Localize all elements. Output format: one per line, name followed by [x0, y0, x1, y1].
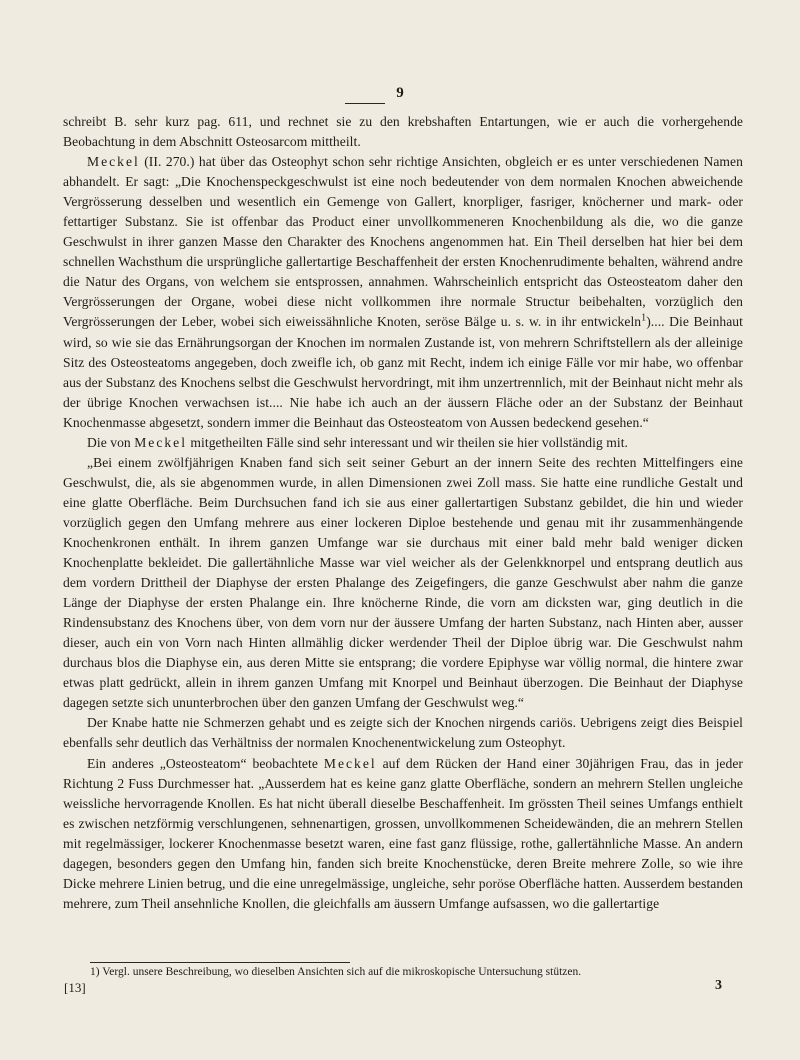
paragraph-1: [63, 112, 743, 152]
footnote: 1) Vergl. unsere Beschreibung, wo dieselben Ansichten sich auf die mikroskopische Untersuchung stützen.: [90, 966, 582, 978]
paragraph-3-tail: mitgetheilten Fälle sind sehr interessant und wir theilen sie hier vollständig mit.: [186, 434, 628, 450]
signature-mark-right: 3: [715, 978, 722, 993]
paragraph-2-text: (II. 270.) hat über das Osteophyt schon sehr richtige Ansichten, obgleich er es unter verschiedenen Namen abhandelt. Er sagt: „Die Knochenspeckgeschwulst ist eine noch bedeutender von dem normalen Knochen abweichende Vergrösserung desselben und wesentlich ein Gemenge von Gallert, knorpliger, fasriger, knöcherner und mark- oder fettartiger Substanz. Sie ist offenbar das Product einer unvollkommeneren Knochenbildung als die, wo die ganze Geschwulst in ihrer ganzen Masse den Charakter des Knochens angenommen hat. Ein Theil derselben hat hier bei dem schnellen Wachsthum die ursprüngliche gallertartige Beschaffenheit der ersten Knochenrudimente behalten, während andre die Natur des Organs, von welchem sie entsprossen, annahmen. Wahrscheinlich entspricht das Osteosteatom daher den Vergrösserungen der Organe, wobei diese nicht vollkommen ihre normale Structur beibehalten, vorzüglich den Vergrösserungen der Leber, wobei sich eiweissähnliche Knoten, seröse Bälge u. s. w. in ihr entwickeln: [63, 154, 743, 330]
body-text: [63, 112, 743, 914]
author-name-meckel: Meckel: [87, 154, 140, 170]
paragraph-6-text: Ein anderes „Osteosteatom“ beobachtete: [87, 755, 324, 771]
footnote-rule: [90, 962, 350, 963]
signature-mark-left: [13]: [64, 980, 86, 995]
paragraph-2-tail: ).... Die Beinhaut wird, so wie sie das Ernährungsorgan der Knochen im normalen Zustande ist, von mehrern Schriftstellern als der alleinige Sitz des Osteosteatoms angegeben, doch zweifle ich, ob ganz mit Recht, indem ich einige Fälle vor mir habe, wo offenbar aus der Substanz des Knochens selbst die Geschwulst hervordringt, mit ihm unzertrennlich, mit der Beinhaut nicht mehr als der übrige Knochen verwachsen ist.... Nie habe ich auch an der äussern Fläche oder an der Substanz der Beinhaut Knochenmasse abgesetzt, sondern immer die Beinhaut das Osteosteatom von Aussen bedeckend gesehen.“: [63, 314, 743, 430]
paragraph-6-tail: auf dem Rücken der Hand einer 30jährigen Frau, das in jeder Richtung 2 Fuss Durchmesser hat. „Ausserdem hat es keine ganz glatte Oberfläche, sondern an mehrern Stellen ungleiche weissliche hervorragende Knollen. Es hat nicht überall dieselbe Beschaffenheit. Im grössten Theil seines Umfangs enthielt es zwischen netzförmig verschlungenen, sehnenartigen, grossen, unvollkommenen Scheidewänden, die an mehrern Stellen mit regelmässiger, lockerer Knochenmasse besetzt waren, eine fast ganz flüssige, rothe, gallertähnliche Masse. An andern dagegen, besonders gegen den Umfang hin, fanden sich breite Knochenstücke, deren Breite mehrere Zolle, so wie ihre Dicke mehrere Linien betrug, und die eine unregelmässige, ungleiche, sehr poröse Oberfläche hatten. Ausserdem bestanden mehrere, zum Theil ansehnliche Knollen, die gleichfalls am äussern Umfange aufsassen, wo die gallertartige: [63, 755, 743, 911]
paragraph-4: [63, 453, 743, 714]
paragraph-2: [63, 152, 743, 433]
paragraph-5-text: Der Knabe hatte nie Schmerzen gehabt und es zeigte sich der Knochen nirgends cariös. Uebrigens zeigt dies Beispiel ebenfalls sehr deutlich das Verhältniss der normalen Knochenentwickelung zum Osteophyt.: [63, 715, 743, 751]
paragraph-4-text: „Bei einem zwölfjährigen Knaben fand sich seit seiner Geburt an der innern Seite des rechten Mittelfingers eine Geschwulst, die, als sie abgenommen wurde, in allen Dimensionen zwei Zoll mass. Sie hatte eine rundliche Gestalt und eine glatte Oberfläche. Beim Durchsuchen fand ich sie aus einer gallertartigen Substanz gebildet, die hin und wieder vorzüglich gegen den Umfang mehrere aus einer lockeren Diploe bestehende und genau mit ihr zusammenhängende Knochenkronen enthält. In ihrem ganzen Umfange war sie durchaus mit einer bald mehr bald weniger dicken Knochenplatte bekleidet. Die gallertähnliche Masse war viel weicher als der Gelenkknorpel und entsprang deutlich aus dem vordern Drittheil der Diaphyse der ersten Phalange des Zeigefingers, die ganze Geschwulst aber nahm die ganze Länge der Diaphyse der ersten Phalange ein. Ihre knöcherne Rinde, die vorn am dicksten war, ging deutlich in die Rindensubstanz des Knochens über, von dem vorn nur der äussere Umfang der harten Substanz, nach Hinten aber, ausser dieser, auch ein von Vorn nach Hinten allmählig dicker werdender Theil der Diploe übrig war. Die Geschwulst nahm durchaus blos die Diaphyse ein, aus deren Mitte sie entsprang; die vordere Epiphyse war völlig normal, die hintere zwar etwas platt gedrückt, allein in ihrem ganzen Umfang mit Knorpel und Beinhaut überzogen. Die Beinhaut der Diaphyse dagegen setzte sich ununterbrochen über den ganzen Umfang der Geschwulst weg.“: [63, 454, 743, 711]
paragraph-5: [63, 713, 743, 753]
page-number: 9: [396, 85, 404, 101]
author-name-meckel: Meckel: [134, 434, 187, 450]
paragraph-3-text: Die von: [87, 434, 135, 450]
footnote-reference: 1: [641, 312, 647, 324]
paragraph-3: [63, 433, 743, 453]
header-rule: [345, 103, 385, 104]
paragraph-1-text: schreibt B. sehr kurz pag. 611, und rechnet sie zu den krebshaften Entartungen, wie er auch die vorhergehende Beobachtung in dem Abschnitt Osteosarcom mittheilt.: [63, 114, 743, 150]
paragraph-6: [63, 754, 743, 914]
author-name-meckel: Meckel: [323, 755, 377, 771]
